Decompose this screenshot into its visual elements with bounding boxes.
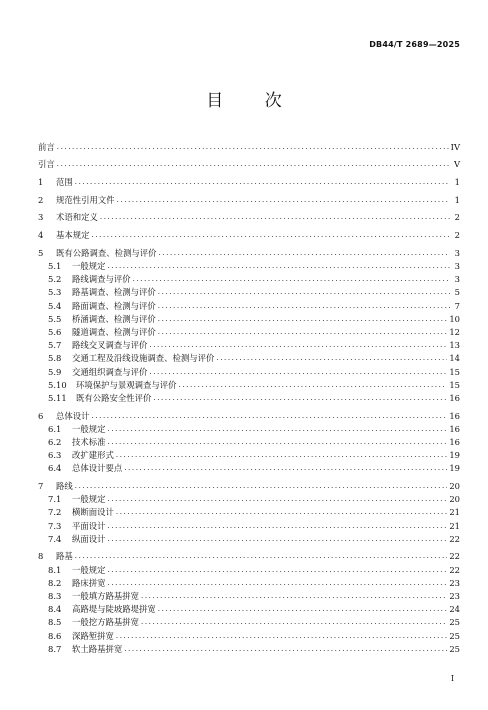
page-title: 目 次 <box>206 91 300 111</box>
toc-entry[interactable] <box>38 641 460 654</box>
toc-entry-label: 术语和定义 <box>56 212 98 223</box>
toc-entry[interactable] <box>38 627 460 640</box>
toc-entry[interactable] <box>38 258 460 271</box>
toc-entry-page: 20 <box>449 481 460 491</box>
toc-entry-page: 25 <box>449 643 460 654</box>
standard-code: DB44/T 2689—2025 <box>369 40 460 49</box>
dot-leader <box>116 450 447 460</box>
toc-entry-number: 8.4 <box>48 604 62 615</box>
toc-entry[interactable] <box>38 491 460 504</box>
toc-entry-number: 5 <box>38 247 44 258</box>
toc-entry-page: V <box>453 159 460 170</box>
toc-entry-number: 3 <box>38 212 44 223</box>
toc-entry-page: 14 <box>449 353 460 364</box>
dot-leader <box>108 261 451 271</box>
toc-entry-page: 22 <box>449 533 460 544</box>
toc-entry-label: 总体设计要点 <box>72 463 123 474</box>
dot-leader <box>57 142 449 152</box>
toc-entry[interactable] <box>38 363 460 376</box>
dot-leader <box>216 353 447 363</box>
toc-entry[interactable] <box>38 531 460 544</box>
toc-entry-number: 7.1 <box>48 494 62 505</box>
toc-entry-number: 6 <box>38 410 44 421</box>
dot-leader <box>124 463 447 473</box>
dot-leader <box>108 494 448 504</box>
toc-entry-page: 5 <box>454 287 460 298</box>
toc-entry-page: 19 <box>449 463 460 474</box>
toc-entry-number: 7 <box>38 481 44 491</box>
toc-entry[interactable] <box>38 139 460 152</box>
toc-entry-number: 5.11 <box>48 392 67 403</box>
dot-leader <box>108 437 448 447</box>
toc-entry[interactable] <box>38 174 460 187</box>
toc-entry-number: 5.7 <box>48 340 62 351</box>
toc-entry[interactable] <box>38 588 460 601</box>
toc-entry-label: 既有公路调查、检测与评价 <box>56 247 157 258</box>
toc-entry-label: 一般规定 <box>72 564 106 575</box>
toc-entry-label: 前言 <box>38 141 55 152</box>
toc-entry[interactable] <box>38 297 460 310</box>
toc-entry-number: 7.2 <box>48 507 62 518</box>
toc-entry-label: 隧道调查、检测与评价 <box>72 326 156 337</box>
toc-entry-label: 平面设计 <box>72 520 106 531</box>
toc-entry-page: 22 <box>449 564 460 575</box>
toc-entry-page: 15 <box>449 366 460 377</box>
toc-entry-label: 引言 <box>38 159 55 170</box>
toc-entry-page: 19 <box>449 450 460 461</box>
toc-entry-number: 6.1 <box>48 423 62 434</box>
toc-entry[interactable] <box>38 478 460 491</box>
toc-entry-number: 8.2 <box>48 577 62 588</box>
toc-entry[interactable] <box>38 614 460 627</box>
toc-entry-label: 桥涵调查、检测与评价 <box>72 313 156 324</box>
toc-entry[interactable] <box>38 548 460 561</box>
dot-leader <box>92 230 451 240</box>
toc-entry-label: 基本规定 <box>56 230 90 241</box>
dot-leader <box>133 274 450 284</box>
dot-leader <box>179 380 448 390</box>
toc-entry-label: 路基 <box>56 551 73 562</box>
toc-entry-page: 2 <box>454 212 460 223</box>
toc-entry-label: 一般规定 <box>72 494 106 505</box>
toc-entry-number: 7.4 <box>48 533 62 544</box>
toc-entry-label: 改扩建形式 <box>72 450 114 461</box>
dot-leader <box>153 393 447 403</box>
toc-entry-number: 5.4 <box>48 300 62 311</box>
dot-leader <box>141 617 447 627</box>
toc-entry[interactable] <box>38 271 460 284</box>
dot-leader <box>149 367 447 377</box>
toc-entry[interactable] <box>38 192 460 205</box>
toc-entry-number: 8.6 <box>48 630 62 641</box>
dot-leader <box>124 644 447 654</box>
toc-entry-number: 5.5 <box>48 313 62 324</box>
dot-leader <box>108 534 448 544</box>
dot-leader <box>159 248 451 258</box>
toc-entry-number: 5.2 <box>48 274 62 285</box>
toc-entry-label: 一般挖方路基拼宽 <box>72 617 139 628</box>
dot-leader <box>100 212 450 222</box>
dot-leader <box>75 177 450 187</box>
toc-entry-page: IV <box>450 141 460 152</box>
toc-entry-number: 2 <box>38 194 44 205</box>
toc-entry-label: 交通工程及沿线设施调查、检测与评价 <box>72 353 215 364</box>
toc-entry-number: 6.3 <box>48 450 62 461</box>
dot-leader <box>117 195 450 205</box>
dot-leader <box>108 424 448 434</box>
toc-entry-label: 路线交叉调查与评价 <box>72 340 148 351</box>
toc-entry-label: 一般规定 <box>72 423 106 434</box>
toc-entry-number: 8 <box>38 551 44 562</box>
toc-entry[interactable] <box>38 156 460 169</box>
toc-entry[interactable] <box>38 324 460 337</box>
dot-leader <box>108 578 448 588</box>
toc-entry-page: 3 <box>454 247 460 258</box>
toc-entry-page: 12 <box>449 326 460 337</box>
toc-entry-page: 13 <box>449 340 460 351</box>
toc-entry-page: 15 <box>449 379 460 390</box>
toc-entry-label: 规范性引用文件 <box>56 194 115 205</box>
toc-entry-label: 总体设计 <box>56 410 90 421</box>
toc-entry-page: 2 <box>454 230 460 241</box>
toc-entry-page: 16 <box>449 436 460 447</box>
toc-entry[interactable] <box>38 407 460 420</box>
toc-entry[interactable] <box>38 350 460 363</box>
toc-entry-label: 一般填方路基拼宽 <box>72 591 139 601</box>
toc-entry-page: 1 <box>454 194 460 205</box>
dot-leader <box>108 565 448 575</box>
toc-entry-page: 20 <box>449 494 460 505</box>
toc-entry-number: 8.7 <box>48 643 62 654</box>
toc-entry-label: 深路堑拼宽 <box>72 630 114 641</box>
toc-entry[interactable] <box>38 504 460 517</box>
toc-entry-page: 21 <box>449 507 460 518</box>
toc-entry-number: 8.5 <box>48 617 62 628</box>
dot-leader <box>108 521 448 531</box>
toc-entry-page: 16 <box>449 392 460 403</box>
toc-entry-number: 6.2 <box>48 436 62 447</box>
toc-entry-label: 既有公路安全性评价 <box>76 392 152 403</box>
toc-entry-page: 7 <box>454 300 460 311</box>
dot-leader <box>158 287 450 297</box>
dot-leader <box>75 551 448 561</box>
toc-entry[interactable] <box>38 390 460 403</box>
toc-entry-page: 24 <box>449 604 460 615</box>
dot-leader <box>158 327 448 337</box>
toc-entry-label: 交通组织调查与评价 <box>72 366 148 377</box>
dot-leader <box>149 340 447 350</box>
toc-entry-label: 横断面设计 <box>72 507 114 518</box>
toc-entry-label: 路床拼宽 <box>72 577 106 588</box>
toc-entry[interactable] <box>38 311 460 324</box>
toc-entry-number: 5.3 <box>48 287 62 298</box>
toc-entry-page: 10 <box>449 313 460 324</box>
dot-leader <box>92 411 448 421</box>
toc-entry-number: 5.8 <box>48 353 62 364</box>
toc-entry-label: 环境保护与景观调查与评价 <box>76 379 177 390</box>
toc-entry[interactable] <box>38 421 460 434</box>
toc-entry-page: 25 <box>449 617 460 628</box>
toc-entry[interactable] <box>38 284 460 297</box>
dot-leader <box>158 301 450 311</box>
toc-entry[interactable] <box>38 561 460 574</box>
dot-leader <box>158 604 448 614</box>
toc-entry-label: 纵面设计 <box>72 533 106 544</box>
dot-leader <box>57 159 450 169</box>
toc-entry-number: 8.1 <box>48 564 62 575</box>
toc-entry[interactable] <box>38 245 460 258</box>
toc-entry[interactable] <box>38 337 460 350</box>
toc-entry-number: 5.10 <box>48 379 67 390</box>
toc-entry-number: 1 <box>38 177 44 188</box>
toc-entry-page: 1 <box>454 177 460 188</box>
dot-leader <box>141 591 447 601</box>
dot-leader <box>116 507 447 517</box>
toc-entry-label: 技术标准 <box>72 436 106 447</box>
toc-entry-page: 22 <box>449 551 460 562</box>
table-of-contents <box>38 134 460 654</box>
toc-entry-label: 路基调查、检测与评价 <box>72 287 156 298</box>
toc-entry-page: 3 <box>454 274 460 285</box>
toc-entry-number: 6.4 <box>48 463 62 474</box>
toc-entry-page: 3 <box>454 261 460 271</box>
toc-entry-page: 23 <box>449 577 460 588</box>
toc-entry[interactable] <box>38 517 460 530</box>
toc-entry-number: 4 <box>38 230 44 241</box>
toc-entry-label: 一般规定 <box>72 261 106 271</box>
toc-entry-page: 23 <box>449 591 460 601</box>
toc-entry-label: 高路堤与陡坡路堤拼宽 <box>72 604 156 615</box>
dot-leader <box>75 481 448 491</box>
toc-entry-page: 25 <box>449 630 460 641</box>
toc-entry[interactable] <box>38 434 460 447</box>
toc-entry[interactable] <box>38 601 460 614</box>
toc-entry-label: 路线 <box>56 481 73 491</box>
toc-entry-label: 范围 <box>56 177 73 188</box>
toc-entry[interactable] <box>38 575 460 588</box>
toc-entry-number: 5.6 <box>48 326 62 337</box>
toc-entry[interactable] <box>38 460 460 473</box>
toc-entry[interactable] <box>38 209 460 222</box>
toc-entry-number: 7.3 <box>48 520 62 531</box>
toc-entry-label: 路线调查与评价 <box>72 274 131 285</box>
toc-entry-page: 16 <box>449 410 460 421</box>
page-number: I <box>450 674 454 683</box>
dot-leader <box>158 314 448 324</box>
toc-entry[interactable] <box>38 447 460 460</box>
toc-entry-number: 8.3 <box>48 591 62 601</box>
toc-entry-label: 路面调查、检测与评价 <box>72 300 156 311</box>
toc-entry-page: 16 <box>449 423 460 434</box>
toc-entry[interactable] <box>38 377 460 390</box>
toc-entry-number: 5.9 <box>48 366 62 377</box>
toc-entry[interactable] <box>38 227 460 240</box>
toc-entry-label: 软土路基拼宽 <box>72 643 123 654</box>
toc-entry-page: 21 <box>449 520 460 531</box>
dot-leader <box>116 631 447 641</box>
toc-entry-number: 5.1 <box>48 261 62 271</box>
